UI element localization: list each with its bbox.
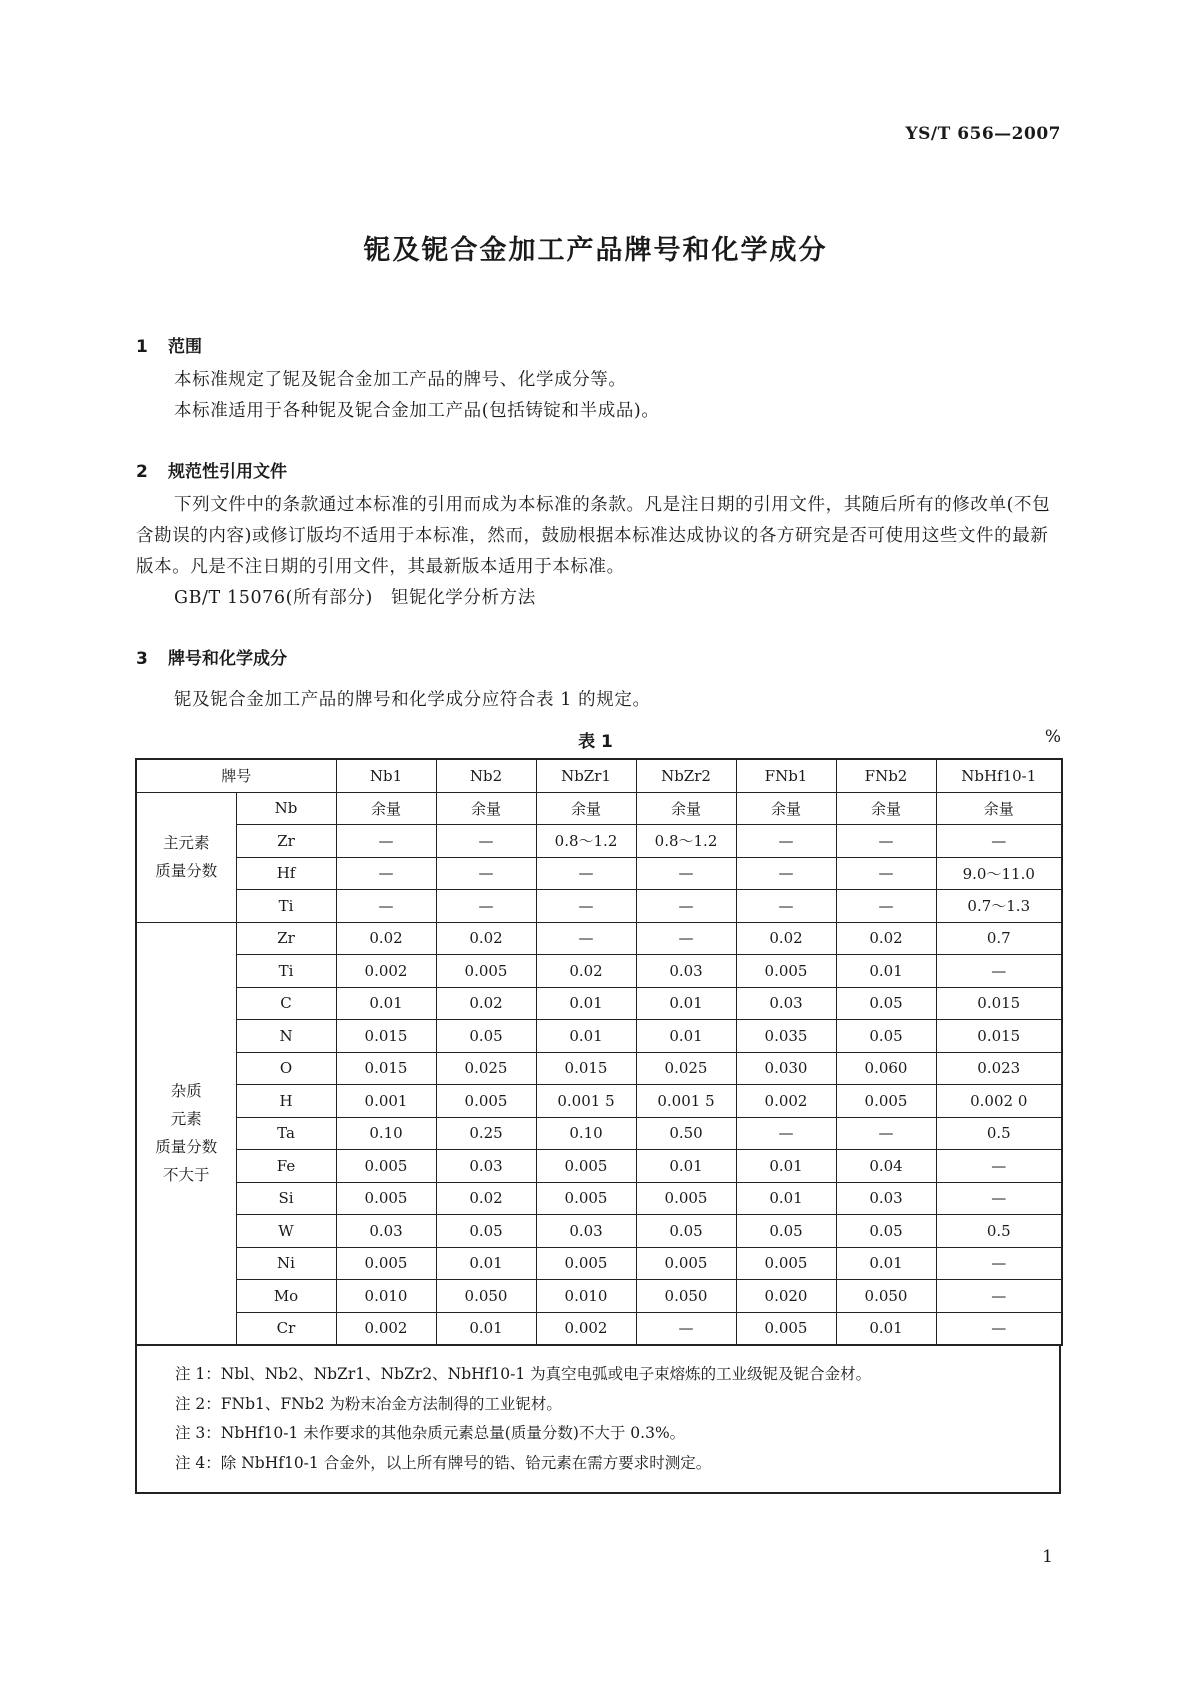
- value-cell: 0.010: [536, 1280, 636, 1313]
- element-cell: Zr: [236, 922, 336, 955]
- value-cell: 0.01: [736, 1150, 836, 1183]
- table-note: 注 2：FNb1、FNb2 为粉末冶金方法制得的工业铌材。: [175, 1394, 562, 1413]
- value-cell: —: [436, 825, 536, 858]
- section-2-heading: [136, 457, 287, 482]
- value-cell: —: [936, 1150, 1062, 1183]
- value-cell: 0.02: [436, 987, 536, 1020]
- section-title: 规范性引用文件: [168, 462, 287, 482]
- value-cell: 0.05: [836, 1020, 936, 1053]
- value-cell: 0.8～1.2: [636, 825, 736, 858]
- value-cell: 0.050: [836, 1280, 936, 1313]
- value-cell: —: [636, 857, 736, 890]
- section-2-reference: GB/T 15076(所有部分) 钽铌化学分析方法: [174, 588, 536, 608]
- value-cell: 0.05: [436, 1020, 536, 1053]
- value-cell: 0.01: [836, 1312, 936, 1345]
- table-note: 注 1：Nbl、Nb2、NbZr1、NbZr2、NbHf10-1 为真空电弧或电子束熔炼的工业级铌及铌合金材。: [175, 1365, 872, 1383]
- value-cell: —: [736, 857, 836, 890]
- value-cell: 0.005: [536, 1182, 636, 1215]
- header-grade-label: 牌号: [136, 759, 336, 792]
- value-cell: 0.01: [536, 987, 636, 1020]
- value-cell: 0.050: [436, 1280, 536, 1313]
- value-cell: —: [636, 1312, 736, 1345]
- value-cell: 0.01: [836, 1247, 936, 1280]
- value-cell: 0.02: [836, 922, 936, 955]
- value-cell: 0.01: [636, 1020, 736, 1053]
- value-cell: 0.060: [836, 1052, 936, 1085]
- value-cell: 0.005: [636, 1247, 736, 1280]
- table-row: [136, 857, 1062, 890]
- value-cell: 0.10: [536, 1117, 636, 1150]
- value-cell: 0.03: [636, 955, 736, 988]
- section-1-para-2: 本标准适用于各种铌及铌合金加工产品(包括铸锭和半成品)。: [174, 401, 660, 421]
- value-cell: 余量: [936, 792, 1062, 825]
- table-row: [136, 1085, 1062, 1118]
- value-cell: —: [636, 922, 736, 955]
- value-cell: —: [936, 1280, 1062, 1313]
- element-cell: W: [236, 1215, 336, 1248]
- value-cell: 0.10: [336, 1117, 436, 1150]
- group-label-line: 杂质: [170, 1082, 202, 1101]
- page-number: 1: [1042, 1547, 1053, 1567]
- value-cell: —: [936, 1182, 1062, 1215]
- value-cell: 0.01: [636, 987, 736, 1020]
- element-cell: Hf: [236, 857, 336, 890]
- value-cell: 0.01: [736, 1182, 836, 1215]
- value-cell: 0.005: [336, 1182, 436, 1215]
- header-grade: FNb2: [836, 759, 936, 792]
- element-cell: Ni: [236, 1247, 336, 1280]
- value-cell: 0.002 0: [936, 1085, 1062, 1118]
- value-cell: 0.03: [336, 1215, 436, 1248]
- table-note: 注 3：NbHf10-1 未作要求的其他杂质元素总量(质量分数)不大于 0.3%。: [175, 1424, 686, 1442]
- value-cell: 0.005: [536, 1247, 636, 1280]
- value-cell: —: [936, 1247, 1062, 1280]
- table-header-row: [136, 759, 1062, 792]
- section-title: 牌号和化学成分: [168, 649, 287, 669]
- group-label-line: 主元素: [162, 834, 210, 852]
- value-cell: 0.005: [736, 955, 836, 988]
- impurity-group-label: [136, 922, 236, 1345]
- header-grade: NbZr1: [536, 759, 636, 792]
- table-row: [136, 1215, 1062, 1248]
- value-cell: 0.02: [736, 922, 836, 955]
- value-cell: 0.050: [636, 1280, 736, 1313]
- value-cell: 0.020: [736, 1280, 836, 1313]
- table-row: [136, 1117, 1062, 1150]
- value-cell: —: [736, 1117, 836, 1150]
- value-cell: —: [436, 857, 536, 890]
- element-cell: Si: [236, 1182, 336, 1215]
- value-cell: —: [736, 825, 836, 858]
- value-cell: 0.002: [336, 1312, 436, 1345]
- value-cell: —: [736, 890, 836, 923]
- value-cell: 0.005: [436, 955, 536, 988]
- value-cell: 0.03: [736, 987, 836, 1020]
- value-cell: 0.035: [736, 1020, 836, 1053]
- value-cell: 余量: [336, 792, 436, 825]
- value-cell: 余量: [836, 792, 936, 825]
- composition-table-wrapper: [135, 758, 1061, 1494]
- header-grade: FNb1: [736, 759, 836, 792]
- value-cell: 0.015: [536, 1052, 636, 1085]
- value-cell: —: [536, 890, 636, 923]
- value-cell: 0.015: [936, 987, 1062, 1020]
- value-cell: 0.023: [936, 1052, 1062, 1085]
- value-cell: 0.03: [536, 1215, 636, 1248]
- value-cell: 余量: [536, 792, 636, 825]
- value-cell: 0.025: [436, 1052, 536, 1085]
- element-cell: Cr: [236, 1312, 336, 1345]
- main-element-group-label: [136, 792, 236, 922]
- value-cell: 0.005: [336, 1150, 436, 1183]
- value-cell: 0.05: [836, 1215, 936, 1248]
- value-cell: —: [836, 890, 936, 923]
- value-cell: —: [636, 890, 736, 923]
- group-label-line: 质量分数: [155, 1138, 218, 1157]
- value-cell: —: [936, 825, 1062, 858]
- table-row: [136, 1280, 1062, 1313]
- element-cell: Nb: [236, 792, 336, 825]
- value-cell: —: [836, 857, 936, 890]
- value-cell: 9.0～11.0: [936, 857, 1062, 890]
- value-cell: 0.001 5: [536, 1085, 636, 1118]
- header-grade: Nb1: [336, 759, 436, 792]
- table-row: [136, 1052, 1062, 1085]
- value-cell: 0.005: [436, 1085, 536, 1118]
- element-cell: O: [236, 1052, 336, 1085]
- standard-code: YS/T 656—2007: [905, 124, 1061, 144]
- table-row: [136, 1020, 1062, 1053]
- value-cell: 0.05: [636, 1215, 736, 1248]
- value-cell: 0.01: [436, 1247, 536, 1280]
- value-cell: 0.05: [836, 987, 936, 1020]
- element-cell: Ti: [236, 890, 336, 923]
- table-row: [136, 825, 1062, 858]
- value-cell: 0.02: [436, 1182, 536, 1215]
- element-cell: Mo: [236, 1280, 336, 1313]
- value-cell: 0.5: [936, 1215, 1062, 1248]
- section-number: 3: [136, 649, 148, 669]
- value-cell: —: [936, 955, 1062, 988]
- group-label-line: 质量分数: [155, 862, 218, 880]
- value-cell: 0.030: [736, 1052, 836, 1085]
- section-number: 2: [136, 462, 148, 482]
- value-cell: 0.015: [336, 1052, 436, 1085]
- section-number: 1: [136, 337, 148, 357]
- value-cell: 0.01: [536, 1020, 636, 1053]
- value-cell: 0.02: [436, 922, 536, 955]
- table-caption: 表 1: [578, 732, 613, 752]
- value-cell: 0.50: [636, 1117, 736, 1150]
- value-cell: 0.02: [536, 955, 636, 988]
- header-grade: NbZr2: [636, 759, 736, 792]
- table-row: [136, 955, 1062, 988]
- value-cell: 0.01: [436, 1312, 536, 1345]
- value-cell: —: [336, 825, 436, 858]
- group-label-line: 不大于: [162, 1166, 210, 1185]
- table-row: [136, 1150, 1062, 1183]
- value-cell: 0.002: [736, 1085, 836, 1118]
- value-cell: 0.25: [436, 1117, 536, 1150]
- value-cell: 余量: [636, 792, 736, 825]
- value-cell: 0.7～1.3: [936, 890, 1062, 923]
- table-row: [136, 987, 1062, 1020]
- table-row: [136, 1312, 1062, 1345]
- element-cell: Ti: [236, 955, 336, 988]
- value-cell: —: [836, 825, 936, 858]
- value-cell: —: [936, 1312, 1062, 1345]
- document-title: 铌及铌合金加工产品牌号和化学成分: [363, 235, 828, 266]
- value-cell: 0.025: [636, 1052, 736, 1085]
- value-cell: 0.7: [936, 922, 1062, 955]
- value-cell: 余量: [736, 792, 836, 825]
- value-cell: 0.001 5: [636, 1085, 736, 1118]
- value-cell: 0.01: [836, 955, 936, 988]
- table-row: [136, 922, 1062, 955]
- value-cell: 0.8～1.2: [536, 825, 636, 858]
- value-cell: —: [436, 890, 536, 923]
- table-unit: %: [1044, 727, 1061, 747]
- value-cell: 余量: [436, 792, 536, 825]
- table-row: [136, 1247, 1062, 1280]
- value-cell: 0.005: [536, 1150, 636, 1183]
- value-cell: 0.5: [936, 1117, 1062, 1150]
- header-grade: Nb2: [436, 759, 536, 792]
- value-cell: 0.015: [336, 1020, 436, 1053]
- table-row: [136, 1182, 1062, 1215]
- value-cell: 0.005: [736, 1247, 836, 1280]
- header-grade: NbHf10-1: [936, 759, 1062, 792]
- group-label-line: 元素: [170, 1110, 202, 1129]
- element-cell: Ta: [236, 1117, 336, 1150]
- value-cell: 0.001: [336, 1085, 436, 1118]
- value-cell: 0.002: [336, 955, 436, 988]
- value-cell: —: [536, 922, 636, 955]
- value-cell: 0.02: [336, 922, 436, 955]
- element-cell: Fe: [236, 1150, 336, 1183]
- section-2-para-1: 下列文件中的条款通过本标准的引用而成为本标准的条款。凡是注日期的引用文件，其随后所有的修改单(不包含勘误的内容)或修订版均不适用于本标准，然而，鼓励根据本标准达成协议的各方研究是否可使用这些文件的最新版本。凡是不注日期的引用文件，其最新版本适用于本标准。: [136, 495, 1051, 577]
- element-cell: Zr: [236, 825, 336, 858]
- value-cell: 0.01: [636, 1150, 736, 1183]
- value-cell: —: [336, 857, 436, 890]
- table-notes: [135, 1346, 1061, 1494]
- table-note: 注 4：除 NbHf10-1 合金外，以上所有牌号的锆、铪元素在需方要求时测定。: [175, 1453, 712, 1472]
- value-cell: 0.01: [336, 987, 436, 1020]
- section-1-heading: [136, 332, 202, 357]
- value-cell: 0.03: [836, 1182, 936, 1215]
- table-row: [136, 890, 1062, 923]
- value-cell: —: [536, 857, 636, 890]
- value-cell: 0.03: [436, 1150, 536, 1183]
- section-title: 范围: [168, 337, 202, 357]
- value-cell: 0.002: [536, 1312, 636, 1345]
- value-cell: 0.015: [936, 1020, 1062, 1053]
- section-1-para-1: 本标准规定了铌及铌合金加工产品的牌号、化学成分等。: [174, 370, 627, 390]
- value-cell: 0.05: [736, 1215, 836, 1248]
- element-cell: N: [236, 1020, 336, 1053]
- value-cell: 0.05: [436, 1215, 536, 1248]
- element-cell: C: [236, 987, 336, 1020]
- value-cell: 0.010: [336, 1280, 436, 1313]
- section-3-para-1: 铌及铌合金加工产品的牌号和化学成分应符合表 1 的规定。: [174, 690, 651, 710]
- value-cell: 0.005: [336, 1247, 436, 1280]
- composition-table: [135, 758, 1063, 1346]
- section-3-heading: [136, 644, 287, 669]
- element-cell: H: [236, 1085, 336, 1118]
- value-cell: —: [336, 890, 436, 923]
- value-cell: —: [836, 1117, 936, 1150]
- value-cell: 0.005: [636, 1182, 736, 1215]
- value-cell: 0.005: [736, 1312, 836, 1345]
- table-row: [136, 792, 1062, 825]
- value-cell: 0.04: [836, 1150, 936, 1183]
- value-cell: 0.005: [836, 1085, 936, 1118]
